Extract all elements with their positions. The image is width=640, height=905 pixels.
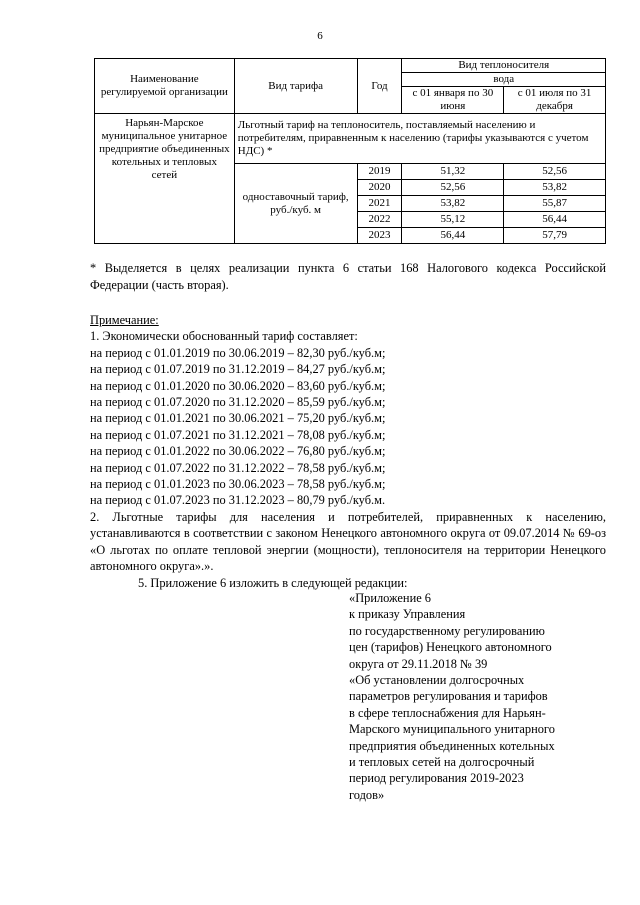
row-value-h2: 56,44: [504, 212, 606, 228]
appendix-line: к приказу Управления: [349, 607, 466, 622]
header-tariff-type: Вид тарифа: [234, 59, 357, 114]
footnote: * Выделяется в целях реализации пункта 6 статьи 168 Налогового кодекса Российской Федерации (часть вторая).: [90, 261, 606, 292]
appendix-line: годов»: [349, 787, 385, 802]
tariff-table: [94, 58, 606, 244]
header-carrier: Вид теплоносителя: [402, 59, 606, 73]
row-year: 2023: [357, 228, 402, 244]
period-line: на период с 01.07.2019 по 31.12.2019 – 84,27 руб./куб.м;: [90, 362, 386, 377]
appendix-line: цен (тарифов) Ненецкого автономного: [349, 640, 552, 655]
row-value-h1: 55,12: [402, 212, 504, 228]
period-line: на период с 01.07.2023 по 31.12.2023 – 80,79 руб./куб.м.: [90, 493, 386, 508]
row-value-h1: 53,82: [402, 196, 504, 212]
period-line: на период с 01.01.2023 по 30.06.2023 – 78,58 руб./куб.м;: [90, 477, 386, 492]
row-value-h2: 53,82: [504, 180, 606, 196]
row-value-h1: 52,56: [402, 180, 504, 196]
header-period-2: с 01 июля по 31 декабря: [504, 87, 606, 114]
row-value-h1: 51,32: [402, 164, 504, 180]
appendix-line: «Об установлении долгосрочных: [349, 673, 525, 688]
appendix-line: округа от 29.11.2018 № 39: [349, 656, 488, 671]
period-line: на период с 01.01.2021 по 30.06.2021 – 75,20 руб./куб.м;: [90, 411, 386, 426]
appendix-header: [349, 590, 609, 803]
note-item-5: 5. Приложение 6 изложить в следующей редакции:: [138, 575, 408, 590]
note-item-2: 2. Льготные тарифы для населения и потребителей, приравненных к населению, устанавливаются в соответствии с законом Ненецкого автономного округа от 09.07.2014 № 69-оз «О льготах по оплате тепловой энергии (мощности), теплоносителя на территории Ненецкого автономного округа».».: [90, 509, 606, 574]
row-value-h2: 52,56: [504, 164, 606, 180]
period-line: на период с 01.07.2021 по 31.12.2021 – 78,08 руб./куб.м;: [90, 427, 386, 442]
note-item-1-title: 1. Экономически обоснованный тариф составляет:: [90, 329, 358, 344]
appendix-line: по государственному регулированию: [349, 623, 545, 638]
appendix-line: период регулирования 2019-2023: [349, 771, 524, 786]
note-heading: Примечание:: [90, 313, 159, 327]
appendix-line: в сфере теплоснабжения для Нарьян-: [349, 705, 546, 720]
appendix-line: Марского муниципального унитарного: [349, 722, 555, 737]
appendix-line: и тепловых сетей на долгосрочный: [349, 755, 535, 770]
header-year: Год: [357, 59, 402, 114]
period-line: на период с 01.07.2022 по 31.12.2022 – 78,58 руб./куб.м;: [90, 460, 386, 475]
period-line: на период с 01.01.2022 по 30.06.2022 – 76,80 руб./куб.м;: [90, 444, 386, 459]
row-value-h2: 57,79: [504, 228, 606, 244]
row-year: 2020: [357, 180, 402, 196]
page-number: 6: [317, 30, 323, 42]
row-year: 2019: [357, 164, 402, 180]
tariff-kind: одноставочный тариф, руб./куб. м: [234, 164, 357, 244]
row-value-h2: 55,87: [504, 196, 606, 212]
header-period-1: с 01 января по 30 июня: [402, 87, 504, 114]
period-line: на период с 01.01.2019 по 30.06.2019 – 82,30 руб./куб.м;: [90, 345, 386, 360]
row-year: 2022: [357, 212, 402, 228]
row-year: 2021: [357, 196, 402, 212]
period-line: на период с 01.01.2020 по 30.06.2020 – 83,60 руб./куб.м;: [90, 378, 386, 393]
appendix-line: «Приложение 6: [349, 591, 431, 605]
row-value-h1: 56,44: [402, 228, 504, 244]
period-line: на период с 01.07.2020 по 31.12.2020 – 85,59 руб./куб.м;: [90, 395, 386, 410]
note-section: [90, 312, 606, 591]
header-organization: Наименование регулируемой организации: [95, 59, 235, 114]
appendix-line: предприятия объединенных котельных: [349, 738, 555, 753]
header-water: вода: [402, 73, 606, 87]
appendix-line: параметров регулирования и тарифов: [349, 689, 548, 704]
organization-cell: Нарьян-Марское муниципальное унитарное предприятие объединенных котельных и тепловых сетей: [95, 114, 235, 244]
preferential-note: Льготный тариф на теплоноситель, поставляемый населению и потребителям, приравненным к населению (тарифы указываются с учетом НДС) *: [234, 114, 605, 164]
